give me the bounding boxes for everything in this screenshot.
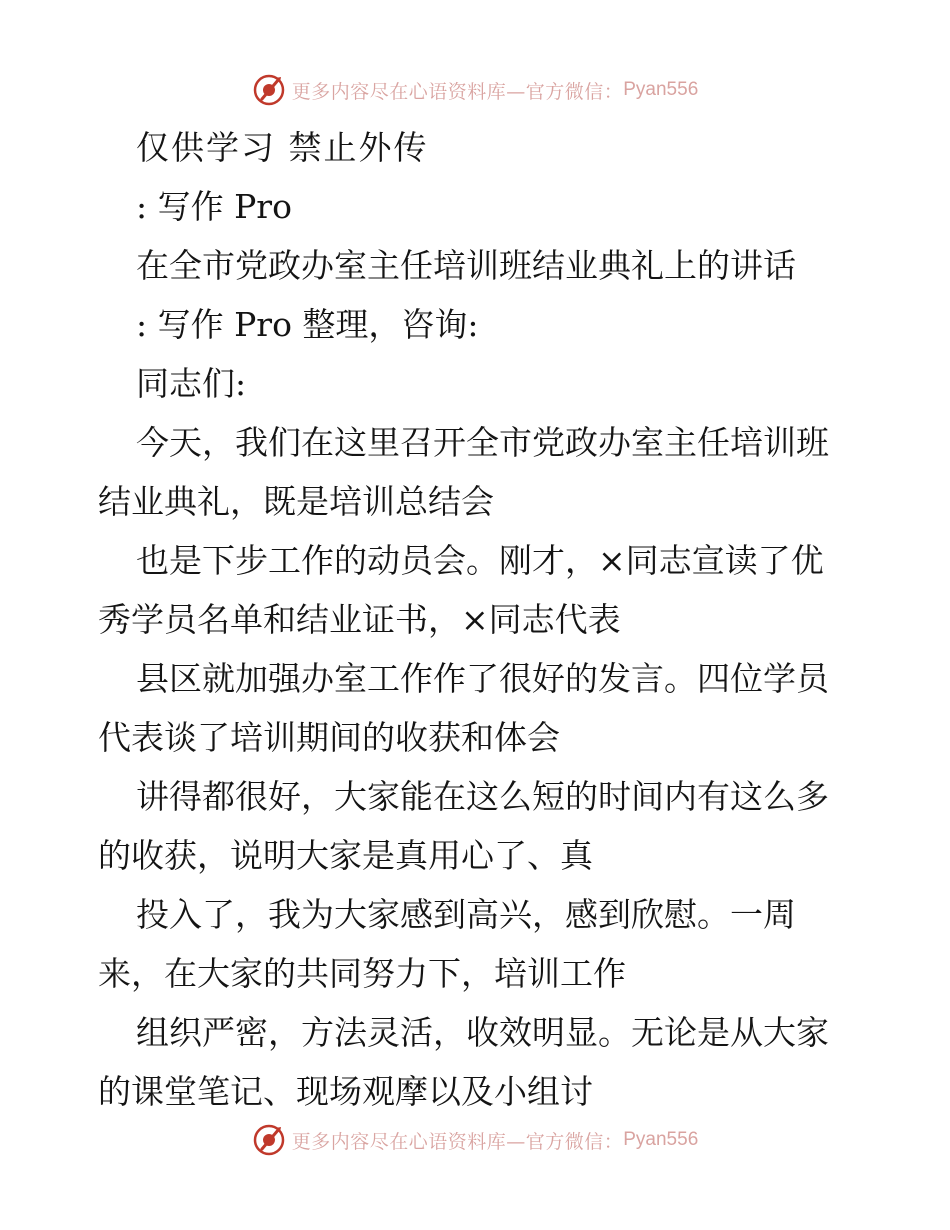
salutation: 同志们:: [136, 364, 247, 403]
header-watermark: [0, 70, 950, 110]
paragraph-line: 结业典礼，既是培训总结会: [98, 482, 494, 521]
logo-icon: [252, 73, 286, 107]
watermark-wechat-id: Pyan556: [623, 1129, 699, 1150]
notice-line: 仅供学习 禁止外传: [136, 128, 429, 167]
paragraph-line: 讲得都很好，大家能在这么短的时间内有这么多: [136, 777, 829, 816]
watermark-wechat-id: Pyan556: [623, 79, 699, 100]
logo-icon: [252, 1123, 286, 1157]
paragraph-line: 今天，我们在这里召开全市党政办室主任培训班: [136, 423, 829, 462]
paragraph-line: 投入了，我为大家感到高兴，感到欣慰。一周: [136, 895, 796, 934]
paragraph-line: 也是下步工作的动员会。刚才，×同志宣读了优: [136, 541, 824, 580]
paragraph-line: 组织严密，方法灵活，收效明显。无论是从大家: [136, 1013, 829, 1052]
author-line: : 写作 Pro: [136, 187, 292, 226]
paragraph-line: 的收获，说明大家是真用心了、真: [98, 836, 593, 875]
paragraph-line: 县区就加强办室工作作了很好的发言。四位学员: [136, 659, 829, 698]
footer-watermark: [0, 1120, 950, 1160]
paragraph-line: 代表谈了培训期间的收获和体会: [98, 718, 560, 757]
watermark-text: 更多内容尽在心语资料库—官方微信：: [291, 1130, 624, 1153]
paragraph-line: 秀学员名单和结业证书，×同志代表: [98, 600, 621, 639]
watermark-text: 更多内容尽在心语资料库—官方微信：: [291, 80, 624, 103]
document-body: [98, 118, 858, 1121]
document-title: 在全市党政办室主任培训班结业典礼上的讲话: [136, 246, 796, 285]
paragraph-line: 的课堂笔记、现场观摩以及小组讨: [98, 1072, 593, 1111]
source-line: : 写作 Pro 整理，咨询:: [136, 305, 479, 344]
paragraph-line: 来，在大家的共同努力下，培训工作: [98, 954, 626, 993]
